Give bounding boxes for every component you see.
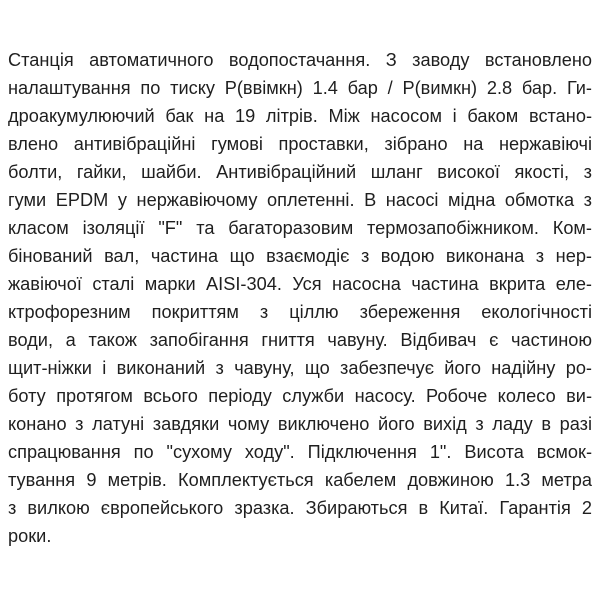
text-line: влено антивібраційні гумові проставки, зібрано на нержавіючі	[8, 134, 592, 154]
text-line: дроакумулюючий бак на 19 літрів. Між насосом і баком встано-	[8, 106, 592, 126]
text-line: щит-ніжки і виконаний з чавуну, що забезпечує його надійну ро-	[8, 358, 592, 378]
text-line: жавіючої сталі марки AISI-304. Уся насосна частина вкрита еле-	[8, 274, 592, 294]
text-line: Станція автоматичного водопостачання. З заводу встановлено	[8, 50, 592, 70]
text-line: води, а також запобігання гниття чавуну. Відбивач є частиною	[8, 330, 592, 350]
text-line: класом ізоляції "F" та багаторазовим термозапобіжником. Ком-	[8, 218, 592, 238]
product-description-text	[8, 46, 592, 550]
text-line: з вилкою європейського зразка. Збираються в Китаї. Гарантія 2	[8, 498, 592, 518]
text-line: бінований вал, частина що взаємодіє з водою виконана з нер-	[8, 246, 592, 266]
text-line: ктрофорезним покриттям з ціллю збереження екологічності	[8, 302, 592, 322]
text-line: роки.	[8, 526, 52, 546]
text-line: гуми EPDM у нержавіючому оплетенні. В насосі мідна обмотка з	[8, 190, 592, 210]
text-line: налаштування по тиску Р(ввімкн) 1.4 бар / Р(вимкн) 2.8 бар. Ги-	[8, 78, 592, 98]
text-line: конано з латуні завдяки чому виключено його вихід з ладу в разі	[8, 414, 592, 434]
text-line: тування 9 метрів. Комплектується кабелем довжиною 1.3 метра	[8, 470, 592, 490]
text-line: боту протягом всього періоду служби насосу. Робоче колесо ви-	[8, 386, 592, 406]
text-line: спрацювання по "сухому ходу". Підключення 1". Висота всмок-	[8, 442, 592, 462]
text-line: болти, гайки, шайби. Антивібраційний шланг високої якості, з	[8, 162, 592, 182]
